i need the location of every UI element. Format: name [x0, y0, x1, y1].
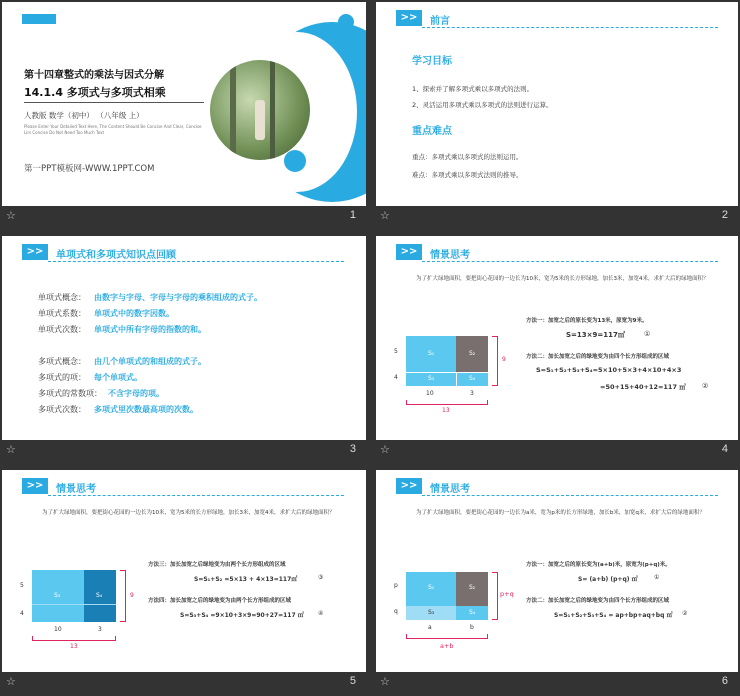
dim-a: a — [428, 624, 432, 631]
slide-footer — [2, 206, 366, 228]
method-2: 方法二：加长加宽之后的绿地变为由四个长方形组成的区域 — [526, 598, 670, 604]
chevron-icon: >> — [396, 244, 422, 260]
dim-q: q — [394, 608, 398, 615]
cover-photo — [210, 60, 310, 160]
dim-p: p — [394, 582, 398, 589]
review-label-3: 单项式次数： — [38, 325, 86, 334]
method-4-formula: S=S₃+S₄ =9×10+3×9=90+27=117 ㎡ — [180, 612, 304, 619]
review-label-7: 多项式次数： — [38, 405, 86, 414]
slide-footer — [2, 672, 366, 694]
method-1-formula: S=13×9=117㎡ — [566, 331, 625, 339]
site-credit: 第一PPT模板网-WWW.1PPT.COM — [24, 164, 155, 174]
slide-header — [396, 10, 718, 28]
dim-ab: a+b — [440, 642, 454, 650]
dim-3: 3 — [470, 390, 474, 397]
slide-6[interactable] — [376, 470, 738, 694]
key-item-1: 重点：多项式乘以多项式的法则运用。 — [412, 153, 523, 161]
method-1: 方法一：加宽之后的原长变为(a+b)米，原宽为(p+q)米。 — [526, 562, 671, 568]
area-divider — [32, 604, 116, 605]
slide-footer — [2, 440, 366, 462]
bracket-13 — [32, 636, 116, 641]
bracket-pq — [492, 572, 498, 620]
method-1-num: ① — [644, 330, 651, 338]
dim-13: 13 — [442, 407, 450, 414]
review-label-1: 单项式概念： — [38, 293, 86, 302]
label-s4: S₄ — [469, 375, 476, 382]
review-value-4: 由几个单项式的和组成的式子。 — [94, 357, 206, 366]
star-icon: ☆ — [380, 443, 390, 456]
dim-9: 9 — [502, 356, 506, 363]
label-s3: S₃ — [428, 375, 435, 382]
method-3-formula: S=S₁+S₂ =5×13 + 4×13=117㎡ — [194, 576, 298, 583]
header-title: 情景思考 — [430, 250, 470, 261]
problem-text: 为了扩大绿地面积，要把街心花园的一边长为10米，宽为5米的长方形绿地，加长3米，加宽4米，求扩大后的绿地面积？ — [42, 510, 335, 516]
method-1-num: ① — [654, 574, 660, 581]
slide-1[interactable] — [2, 2, 366, 228]
label-s4: S₄ — [96, 592, 103, 599]
slide-footer — [376, 672, 738, 694]
dim-4: 4 — [394, 374, 398, 381]
dim-pq: p+q — [500, 590, 514, 598]
method-4-num: ④ — [318, 610, 324, 617]
method-2-num: ② — [682, 610, 688, 617]
method-3-num: ③ — [318, 574, 324, 581]
small-circle — [284, 150, 306, 172]
method-1-formula: S= (a+b) (p+q) ㎡ — [578, 576, 638, 583]
slide-header — [396, 478, 718, 496]
method-1: 方法一：加宽之后的原长变为13米，原宽为9米。 — [526, 318, 648, 324]
review-value-6: 不含字母的项。 — [108, 389, 164, 398]
method-2-num: ② — [702, 382, 709, 390]
goal-item-1: 1、探索并了解多项式乘以多项式的法则。 — [412, 85, 534, 93]
slide-number: 4 — [721, 443, 728, 455]
edition-meta: 人教版 数学（初中） （八年级 上） — [24, 111, 144, 120]
header-title: 情景思考 — [430, 484, 470, 495]
star-icon: ☆ — [380, 675, 390, 688]
review-value-7: 多项式里次数最高项的次数。 — [94, 405, 198, 414]
label-s3: S₃ — [54, 592, 61, 599]
slide-5[interactable] — [2, 470, 366, 694]
label-s1: S₁ — [428, 584, 435, 591]
lesson-title: 14.1.4 多项式与多项式相乘 — [24, 86, 166, 99]
dim-3: 3 — [98, 626, 102, 633]
review-label-2: 单项式系数： — [38, 309, 86, 318]
review-value-2: 单项式中的数字因数。 — [94, 309, 174, 318]
method-2: 方法二：加长加宽之后的绿地变为由四个长方形组成的区域 — [526, 354, 670, 360]
title-underline — [24, 102, 204, 103]
review-label-5: 多项式的项： — [38, 373, 86, 382]
dim-5: 5 — [20, 582, 24, 589]
star-icon: ☆ — [380, 209, 390, 222]
key-heading: 重点难点 — [412, 126, 452, 137]
dim-13: 13 — [70, 643, 78, 650]
problem-text: 为了扩大绿地面积，要把街心花园的一边长为a米，宽为p米的长方形绿地，加长b米，加宽q米，求扩大后的绿地面积？ — [416, 510, 705, 516]
bracket-ab — [406, 634, 488, 639]
header-title: 前言 — [430, 16, 450, 27]
method-2-formula: S=S₁+S₂+S₃+S₄=5×10+5×3+4×10+4×3 — [536, 366, 682, 374]
slide-3[interactable] — [2, 236, 366, 462]
goal-item-2: 2、灵活运用多项式乘以多项式的法则进行运算。 — [412, 101, 553, 109]
slide-footer — [376, 206, 738, 228]
header-title: 单项式和多项式知识点回顾 — [56, 250, 176, 261]
review-label-4: 多项式概念： — [38, 357, 86, 366]
label-s2: S₂ — [469, 350, 476, 357]
slide-header — [396, 244, 718, 262]
slide-number: 5 — [349, 675, 356, 687]
method-2-formula-cont: =50+15+40+12=117 ㎡ — [600, 383, 686, 391]
slide-footer — [376, 440, 738, 462]
review-value-5: 每个单项式。 — [94, 373, 142, 382]
label-s1: S₁ — [428, 350, 435, 357]
slide-number: 1 — [349, 209, 356, 221]
slide-number: 3 — [349, 443, 356, 455]
review-value-1: 由数字与字母、字母与字母的乘积组成的式子。 — [94, 293, 262, 302]
label-s2: S₂ — [469, 584, 476, 591]
slide-number: 2 — [721, 209, 728, 221]
review-label-6: 多项式的常数项： — [38, 389, 102, 398]
slide-header — [22, 478, 344, 496]
chevron-icon: >> — [396, 10, 422, 26]
dim-4: 4 — [20, 610, 24, 617]
label-s3: S₃ — [428, 609, 435, 616]
star-icon: ☆ — [6, 443, 16, 456]
slide-number: 6 — [721, 675, 728, 687]
accent-bar — [22, 14, 56, 24]
dim-10: 10 — [54, 626, 62, 633]
dim-5: 5 — [394, 348, 398, 355]
chevron-icon: >> — [396, 478, 422, 494]
bracket-9 — [492, 336, 498, 386]
chevron-icon: >> — [22, 478, 48, 494]
method-4: 方法四：加长加宽之后的绿地变为由两个长方形组成的区域 — [148, 598, 292, 604]
dim-b: b — [470, 624, 474, 631]
problem-text: 为了扩大绿地面积，要把街心花园的一边长为10米，宽为5米的长方形绿地，加长3米，加宽4米，求扩大后的绿地面积？ — [416, 276, 709, 282]
method-3: 方法三：加长加宽之后绿地变为由两个长方形组成的区域 — [148, 562, 286, 568]
bracket-9 — [120, 570, 126, 622]
header-title: 情景思考 — [56, 484, 96, 495]
label-s4: S₄ — [469, 609, 476, 616]
chevron-icon: >> — [22, 244, 48, 260]
dim-10: 10 — [426, 390, 434, 397]
dim-9: 9 — [130, 592, 134, 599]
star-icon: ☆ — [6, 675, 16, 688]
slide-header — [22, 244, 344, 262]
bracket-13 — [406, 400, 488, 405]
method-2-formula: S=S₁+S₂+S₃+S₄ = ap+bp+aq+bq ㎡ — [554, 612, 673, 619]
chapter-title: 第十四章整式的乘法与因式分解 — [24, 70, 164, 81]
filler-text: Please Enter Your Detailed Text Here, The Content Should Be Concise And Clear, Concise Lirs Concise Do Not Need Too Much Text — [24, 124, 202, 135]
slide-4[interactable] — [376, 236, 738, 462]
slide-2[interactable] — [376, 2, 738, 228]
goal-heading: 学习目标 — [412, 56, 452, 67]
review-value-3: 单项式中所有字母的指数的和。 — [94, 325, 206, 334]
key-item-2: 难点：多项式乘以多项式法则的推导。 — [412, 171, 523, 179]
star-icon: ☆ — [6, 209, 16, 222]
